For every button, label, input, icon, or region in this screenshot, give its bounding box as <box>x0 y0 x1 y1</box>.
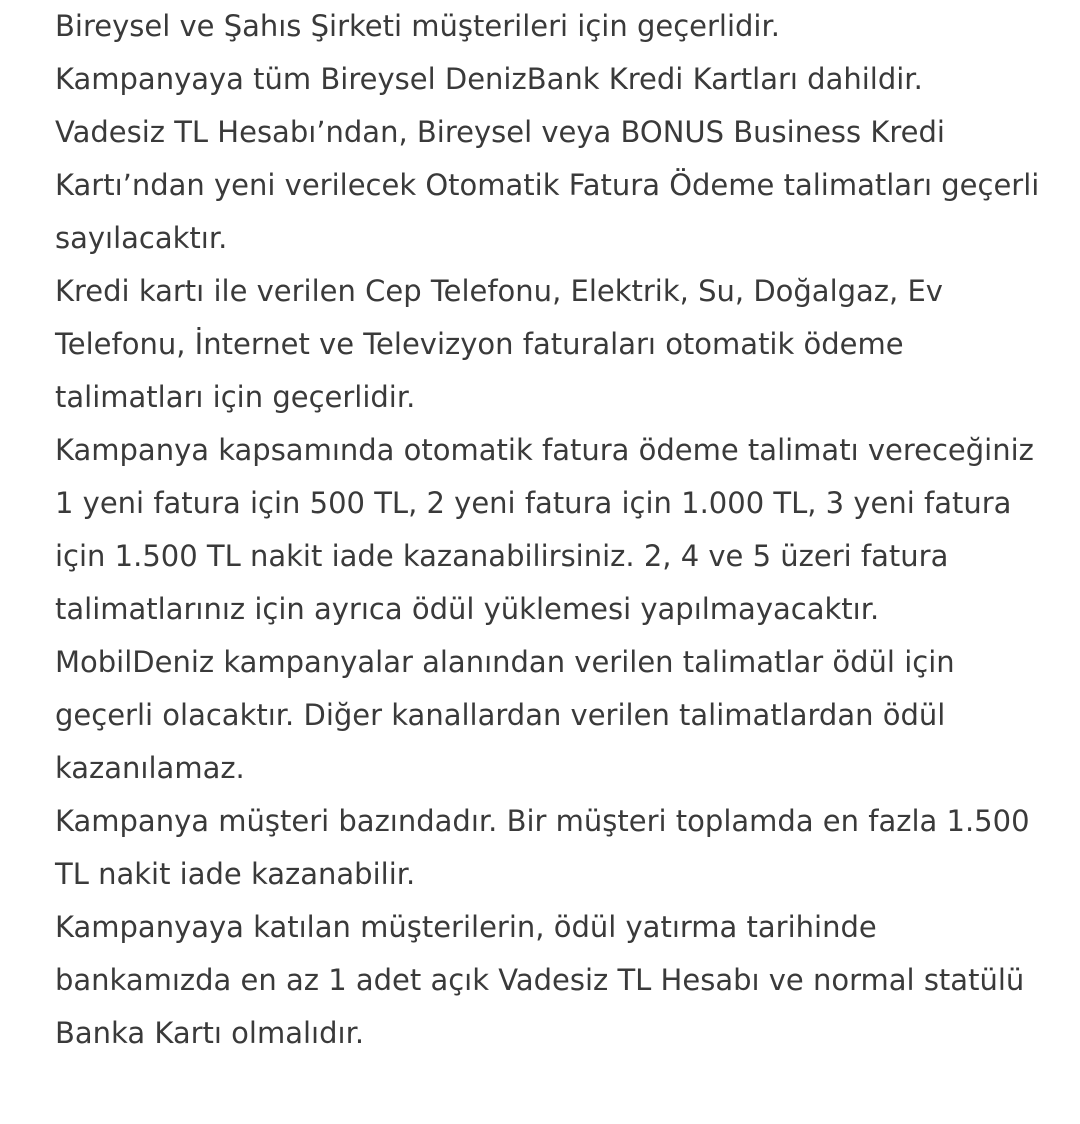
term-paragraph-4: Kredi kartı ile verilen Cep Telefonu, Elektrik, Su, Doğalgaz, Ev Telefonu, İnternet ve Televizyon faturaları otomatik ödeme talimatları için geçerlidir. <box>55 274 943 414</box>
term-paragraph-7: Kampanya müşteri bazındadır. Bir müşteri toplamda en fazla 1.500 TL nakit iade kazanabilir. <box>55 804 1030 891</box>
term-paragraph-8: Kampanyaya katılan müşterilerin, ödül yatırma tarihinde bankamızda en az 1 adet açık Vadesiz TL Hesabı ve normal statülü Banka Kartı olmalıdır. <box>55 910 1025 1050</box>
term-paragraph-1: Bireysel ve Şahıs Şirketi müşterileri için geçerlidir. <box>55 9 780 43</box>
term-paragraph-3: Vadesiz TL Hesabı’ndan, Bireysel veya BONUS Business Kredi Kartı’ndan yeni verilecek Otomatik Fatura Ödeme talimatları geçerli sayılacaktır. <box>55 115 1040 255</box>
term-paragraph-2: Kampanyaya tüm Bireysel DenizBank Kredi Kartları dahildir. <box>55 62 923 96</box>
term-paragraph-5: Kampanya kapsamında otomatik fatura ödeme talimatı vereceğiniz 1 yeni fatura için 500 TL, 2 yeni fatura için 1.000 TL, 3 yeni fatura için 1.500 TL nakit iade kazanabilirsiniz. 2, 4 ve 5 üzeri fatura talimatlarınız için ayrıca ödül yüklemesi yapılmayacaktır. <box>55 433 1034 626</box>
term-paragraph-6: MobilDeniz kampanyalar alanından verilen talimatlar ödül için geçerli olacaktır. Diğer kanallardan verilen talimatlardan ödül kazanılamaz. <box>55 645 955 785</box>
campaign-terms-text <box>55 0 1055 1060</box>
